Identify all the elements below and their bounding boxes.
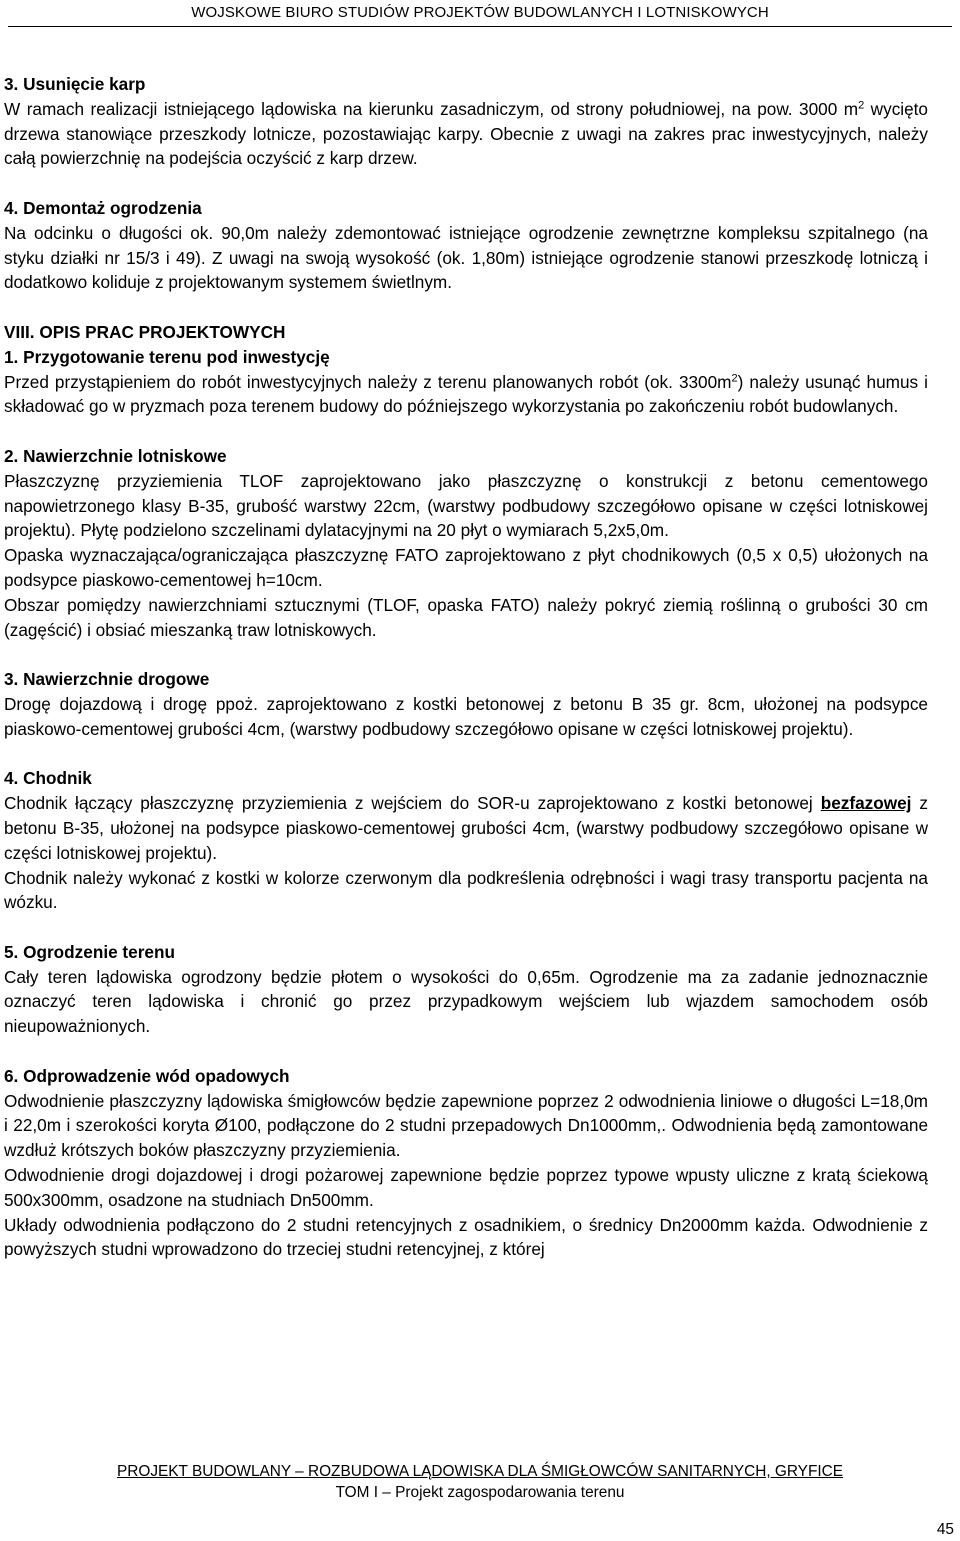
paragraph: Odwodnienie drogi dojazdowej i drogi pożarowej zapewnione będzie poprzez typowe wpusty uliczne z kratą ściekową 500x300mm, osadzone na studniach Dn500mm. bbox=[4, 1165, 928, 1210]
heading-text: Nawierzchnie lotniskowe bbox=[23, 445, 227, 466]
paragraph-text: wycięto drzewa stanowiące przeszkody lotnicze, pozostawiając karpy. Obecnie z uwagi na zakres prac inwestycyjnych, należy całą powierzchnię na podejścia oczyścić z karp drzew. bbox=[4, 98, 928, 169]
paragraph-text: Chodnik łączący płaszczyznę przyziemienia z wejściem do SOR-u zaprojektowano z kostki betonowej bbox=[4, 793, 821, 814]
superscript: 2 bbox=[858, 99, 865, 112]
paragraph bbox=[4, 791, 928, 865]
section-heading-nawierzchnie-drogowe: 3. Nawierzchnie drogowe bbox=[4, 669, 210, 690]
paragraph-text: W ramach realizacji istniejącego lądowiska na kierunku zasadniczym, od strony południowej, na pow. 3000 m bbox=[4, 98, 859, 119]
paragraph-text: Przed przystąpieniem do robót inwestycyjnych należy z terenu planowanych robót (ok. 3300m bbox=[4, 371, 732, 392]
page-header: WOJSKOWE BIURO STUDIÓW PROJEKTÓW BUDOWLANYCH I LOTNISKOWYCH bbox=[191, 4, 769, 21]
paragraph-text: ) należy usunąć humus i składować go w pryzmach poza terenem budowy do późniejszego wykorzystania po zakończeniu robót budowlanych. bbox=[4, 371, 928, 417]
paragraph: Odwodnienie płaszczyzny lądowiska śmigłowców będzie zapewnione poprzez 2 odwodnienia liniowe o długości L=18,0m i 22,0m i szerokości koryta Ø100, podłączone do 2 studni przepadowych Dn1000mm,. Odwodnienia będą zamontowane wzdłuż krótszych boków płaszczyzny przyziemienia. bbox=[4, 1090, 928, 1161]
paragraph: Obszar pomiędzy nawierzchniami sztucznymi (TLOF, opaska FATO) należy pokryć ziemią roślinną o grubości 30 cm (zagęścić) i obsiać mieszanką traw lotniskowych. bbox=[4, 594, 928, 640]
document-body bbox=[4, 72, 928, 1262]
paragraph: Płaszczyznę przyziemienia TLOF zaprojektowano jako płaszczyznę o konstrukcji z betonu cementowego napowietrzonego klasy B-35, grubość warstwy 22cm, (warstwy podbudowy szczegółowo opisane w części lotniskowej projektu). Płytę podzielono szczelinami dylatacyjnymi na 20 płyt o wymiarach 5,2x5,0m. bbox=[4, 470, 928, 541]
paragraph: Opaska wyznaczająca/ograniczająca płaszczyznę FATO zaprojektowano z płyt chodnikowych (0,5 x 0,5) ułożonych na podsypce piaskowo-cementowej h=10cm. bbox=[4, 545, 928, 590]
paragraph: Drogę dojazdową i drogę ppoż. zaprojektowano z kostki betonowej z betonu B 35 gr. 8cm, ułożonej na podsypce piaskowo-cementowej grubości 4cm, (warstwy podbudowy szczegółowo opisane w części lotniskowej projektu). bbox=[4, 693, 928, 739]
section-heading-demontaz-ogrodzenia: 4. Demontaż ogrodzenia bbox=[4, 197, 202, 218]
header-divider bbox=[8, 26, 952, 27]
section-heading-przygotowanie-terenu: 1. Przygotowanie terenu pod inwestycję bbox=[4, 346, 330, 367]
paragraph: Chodnik należy wykonać z kostki w kolorze czerwonym dla podkreślenia odrębności i wagi trasy transportu pacjenta na wózku. bbox=[4, 867, 928, 913]
section-heading-usuniecie-karp: 3. Usunięcie karp bbox=[4, 74, 146, 94]
section-heading-odprowadzenie-wod: 6. Odprowadzenie wód opadowych bbox=[4, 1065, 290, 1086]
paragraph bbox=[4, 97, 928, 171]
footer-project-title: PROJEKT BUDOWLANY – ROZBUDOWA LĄDOWISKA DLA ŚMIGŁOWCÓW SANITARNYCH, GRYFICE bbox=[116, 1463, 844, 1480]
paragraph: Układy odwodnienia podłączono do 2 studni retencyjnych z osadnikiem, o średnicy Dn2000mm każda. Odwodnienie z powyższych studni wprowadzono do trzeciej studni retencyjnej, z której bbox=[4, 1214, 928, 1260]
paragraph: Cały teren lądowiska ogrodzony będzie płotem o wysokości do 0,65m. Ogrodzenie ma za zadanie jednoznacznie oznaczyć teren lądowiska i chronić go przez przypadkowym wejściem lub wjazdem samochodem osób nieupoważnionych. bbox=[4, 966, 928, 1037]
chapter-heading-opis-prac: VIII. OPIS PRAC PROJEKTOWYCH bbox=[4, 321, 286, 342]
paragraph: Na odcinku o długości ok. 90,0m należy zdemontować istniejące ogrodzenie zewnętrzne kompleksu szpitalnego (na styku działki nr 15/3 i 49). Z uwagi na swoją wysokość (ok. 1,80m) istniejące ogrodzenie stanowi przeszkodę lotniczą i dodatkowo koliduje z projektowanym systemem świetlnym. bbox=[4, 222, 928, 293]
heading-number: 2. bbox=[4, 445, 24, 466]
footer-volume: TOM I – Projekt zagospodarowania terenu bbox=[335, 1484, 625, 1501]
page-footer bbox=[0, 1461, 960, 1503]
page-number: 45 bbox=[936, 1521, 954, 1538]
superscript: 2 bbox=[731, 371, 738, 384]
paragraph-text: z betonu B-35, ułożonej na podsypce piaskowo-cementowej grubości 4cm, (warstwy podbudowy szczegółowo opisane w części lotniskowej projektu). bbox=[4, 793, 928, 863]
paragraph bbox=[4, 370, 928, 420]
section-heading-ogrodzenie-terenu: 5. Ogrodzenie terenu bbox=[4, 941, 175, 962]
emphasized-word: bezfazowej bbox=[820, 793, 912, 814]
section-heading-chodnik: 4. Chodnik bbox=[4, 768, 92, 789]
section-heading-nawierzchnie-lotniskowe bbox=[4, 444, 928, 469]
